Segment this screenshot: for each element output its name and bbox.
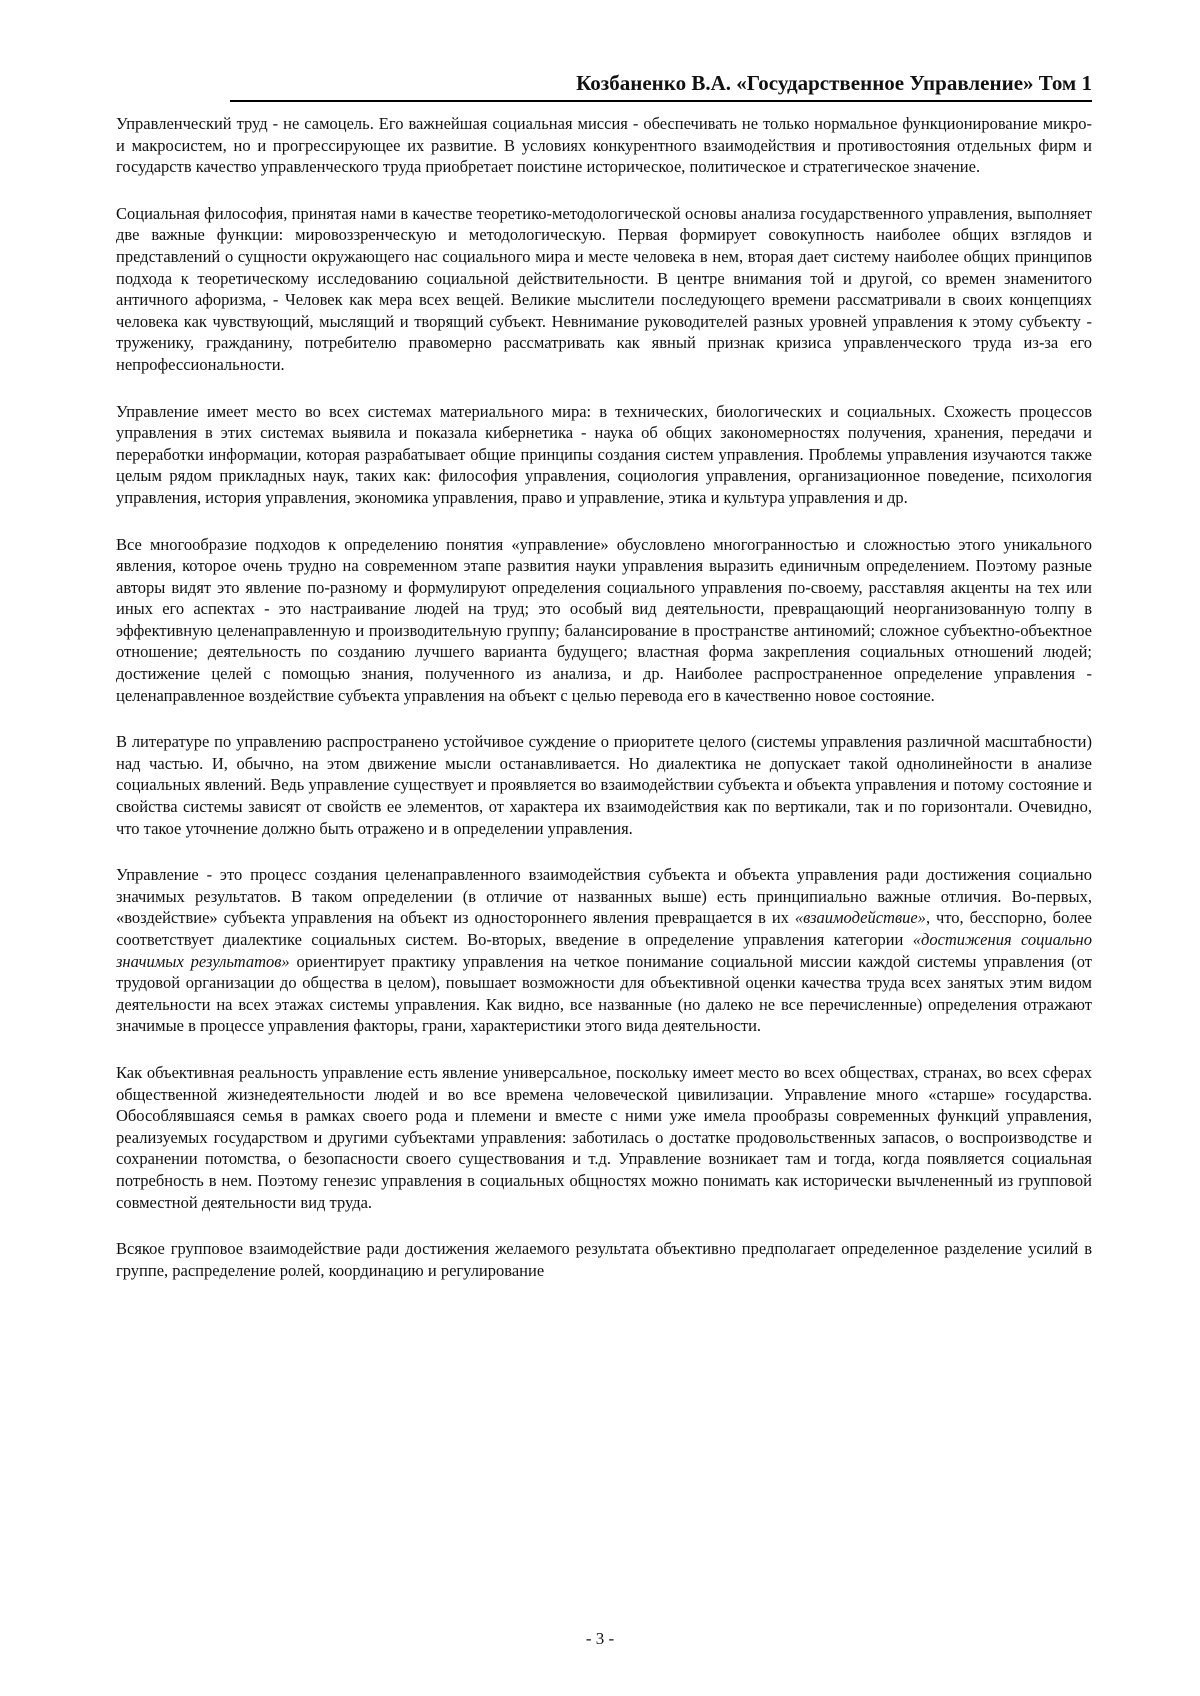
paragraph-2: Социальная философия, принятая нами в качестве теоретико-методологической основы анализа государственного управления, выполняет две важные функции: мировоззренческую и методологическую. Первая формирует совокупность наиболее общих взглядов и представлений о сущности окружающего нас социального мира и месте человека в нем, вторая дает систему наиболее общих принципов подхода к теоретическому исследованию социальной действительности. В центре внимания той и другой, со времен знаменитого античного афоризма, - Человек как мера всех вещей. Великие мыслители последующего времени рассматривали в своих концепциях человека как чувствующий, мыслящий и творящий субъект. Невнимание руководителей разных уровней управления к этому субъекту - труженику, гражданину, потребителю правомерно рассматривать как явный признак кризиса управленческого труда из-за его непрофессиональности. (116, 203, 1092, 376)
paragraph-4: Все многообразие подходов к определению понятия «управление» обусловлено многогранностью и сложностью этого уникального явления, которое очень трудно на современном этапе развития науки управления выразить единичным определением. Поэтому разные авторы видят это явление по-разному и формулируют определения социального управления по-своему, расставляя акценты на тех или иных его аспектах - это настраивание людей на труд; это особый вид деятельности, превращающий неорганизованную толпу в эффективную целенаправленную и производительную группу; балансирование в пространстве антиномий; сложное субъектно-объектное отношение; деятельность по созданию лучшего варианта будущего; властная форма закрепления социальных отношений людей; достижение целей с помощью знания, полученного из анализа, и др. Наиболее распространенное определение управления - целенаправленное воздействие субъекта управления на объект с целью перевода его в качественно новое состояние. (116, 534, 1092, 707)
paragraph-3: Управление имеет место во всех системах материального мира: в технических, биологических и социальных. Схожесть процессов управления в этих системах выявила и показала кибернетика - наука об общих закономерностях получения, хранения, передачи и переработки информации, которая разрабатывает общие принципы создания систем управления. Проблемы управления изучаются также целым рядом прикладных наук, таких как: философия управления, социология управления, организационное поведение, психология управления, история управления, экономика управления, право и управление, этика и культура управления и др. (116, 401, 1092, 509)
body-text (116, 113, 1092, 1306)
document-page (0, 0, 1200, 1696)
paragraph-6-emphasis-1: «взаимодействие» (795, 908, 926, 927)
paragraph-6-text-1: Управление - это процесс создания целенаправленного взаимодействия субъекта и объекта управления ради достижения социально значимых результатов. В таком определении (в отличие от названных выше) есть принципиально важные отличия. Во-первых, «воздействие» субъекта управления на объект из одностороннего явления превращается в их (116, 865, 1092, 927)
page-number: - 3 - (586, 1629, 614, 1648)
paragraph-7: Как объективная реальность управление есть явление универсальное, поскольку имеет место во всех обществах, странах, во всех сферах общественной жизнедеятельности людей и во все времена человеческой цивилизации. Управление много «старше» государства. Обособлявшаяся семья в рамках своего рода и племени и вместе с ними уже имела прообразы современных функций управления, реализуемых государством и другими субъектами управления: заботилась о достатке продовольственных запасов, о воспроизводстве и сохранении потомства, о безопасности своего существования и т.д. Управление возникает там и тогда, когда появляется социальная потребность в нем. Поэтому генезис управления в социальных общностях можно понимать как исторически вычлененный из групповой совместной деятельности вид труда. (116, 1062, 1092, 1213)
paragraph-6-text-2: , что, бесспорно, более соответствует диалектике социальных систем. Во-вторых, введение в определение управления категории (116, 908, 1092, 949)
page-header (230, 70, 1092, 102)
paragraph-6 (116, 864, 1092, 1037)
paragraph-6-emphasis-2: «достижения социально значимых результатов» (116, 930, 1092, 971)
paragraph-8: Всякое групповое взаимодействие ради достижения желаемого результата объективно предполагает определенное разделение усилий в группе, распределение ролей, координацию и регулирование (116, 1238, 1092, 1281)
page-footer (0, 1629, 1200, 1649)
paragraph-6-text-3: ориентирует практику управления на четкое понимание социальной миссии каждой системы управления (от трудовой организации до общества в целом), повышает возможности для объективной оценки качества труда всех занятых этим видом деятельности на всех этажах системы управления. Как видно, все названные (но далеко не все перечисленные) определения отражают значимые в процессе управления факторы, грани, характеристики этого вида деятельности. (116, 952, 1092, 1036)
paragraph-1: Управленческий труд - не самоцель. Его важнейшая социальная миссия - обеспечивать не только нормальное функционирование микро- и макросистем, но и прогрессирующее их развитие. В условиях конкурентного взаимодействия и противостояния отдельных фирм и государств качество управленческого труда приобретает поистине историческое, политическое и стратегическое значение. (116, 113, 1092, 178)
header-title: Козбаненко В.А. «Государственное Управление» Том 1 (576, 71, 1092, 95)
paragraph-5: В литературе по управлению распространено устойчивое суждение о приоритете целого (системы управления различной масштабности) над частью. И, обычно, на этом движение мысли останавливается. Но диалектика не допускает такой однолинейности в анализе социальных явлений. Ведь управление существует и проявляется во взаимодействии субъекта и объекта управления и потому состояние и свойства системы зависят от свойств ее элементов, от характера их взаимодействия как по вертикали, так и по горизонтали. Очевидно, что такое уточнение должно быть отражено и в определении управления. (116, 731, 1092, 839)
